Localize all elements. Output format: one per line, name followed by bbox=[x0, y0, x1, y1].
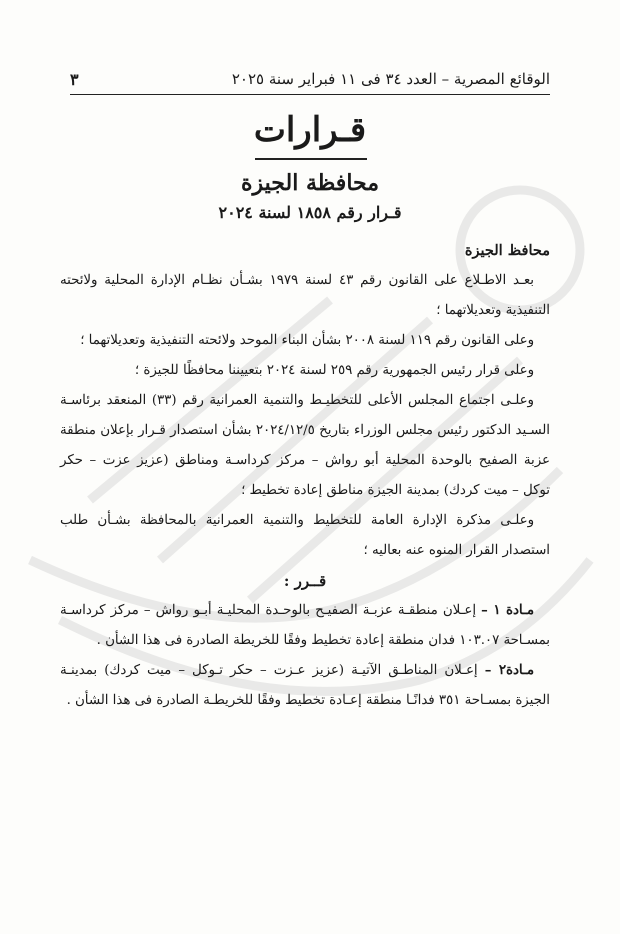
recital-1: بعـد الاطـلاع على القانون رقم ٤٣ لسنة ١٩٧٩ بشـأن نظـام الإدارة المحلية ولائحته التنفيذية وتعديلاتهما ؛ bbox=[60, 273, 550, 318]
article-1-text: إعـلان منطقـة عزبـة الصفيـح بالوحـدة المحليـة أبـو رواش – مركز كرداسـة بمسـاحة ١٠٣.٠٧ فدان منطقة إعادة تخطيط وفقًا للخريطة الصادرة فى هذا الشأن . bbox=[60, 603, 550, 648]
governorate-heading: محافظة الجيزة bbox=[240, 170, 380, 196]
title-underline bbox=[255, 158, 367, 160]
decree-number: قـرار رقم ١٨٥٨ لسنة ٢٠٢٤ bbox=[218, 203, 402, 222]
recital-4: وعلـى اجتماع المجلس الأعلى للتخطيـط والتنمية العمرانية رقم (٣٣) المنعقد برئاسـة السـيد الدكتور رئيس مجلس الوزراء بتاريخ ٢٠٢٤/١٢/٥ بشأن استصدار قـرار بإعلان منطقة عزبة الصفيح بالوحدة المحلية أبو رواش – مركز كرداسـة ومناطق (عزيز عزت – حكر توكل – ميت كردك) بمدينة الجيزة مناطق إعادة تخطيط ؛ bbox=[60, 393, 550, 498]
recital-3: وعلى قرار رئيس الجمهورية رقم ٢٥٩ لسنة ٢٠٢٤ بتعييننا محافظًا للجيزة ؛ bbox=[134, 363, 534, 378]
publication-line: الوقائع المصرية – العدد ٣٤ فى ١١ فبراير سنة ٢٠٢٥ bbox=[231, 70, 550, 88]
decides-label: قــرر : bbox=[283, 572, 327, 590]
article-1 bbox=[60, 596, 550, 656]
article-2-title: مـادة٢ – bbox=[484, 663, 535, 678]
decree-body bbox=[60, 236, 550, 716]
section-title: قـرارات bbox=[253, 110, 367, 150]
page-header bbox=[70, 64, 550, 95]
recital-2: وعلى القانون رقم ١١٩ لسنة ٢٠٠٨ بشأن البناء الموحد ولائحته التنفيذية وتعديلاتهما ؛ bbox=[80, 333, 534, 348]
article-2 bbox=[60, 656, 550, 716]
issuer-label: محافظ الجيزة bbox=[464, 242, 550, 259]
article-2-text: إعـلان المناطـق الآتيـة (عزيز عـزت – حكر تـوكل – ميت كردك) بمدينـة الجيزة بمسـاحة ٣٥١ فدانًـا منطقة إعـادة تخطيط وفقًا للخريطـة الصادرة فى هذا الشأن . bbox=[60, 663, 550, 708]
page-number: ٣ bbox=[70, 69, 79, 89]
recital-5: وعلـى مذكرة الإدارة العامة للتخطيط والتنمية العمرانية بالمحافظة بشـأن طلب استصدار القرار المنوه عنه بعاليه ؛ bbox=[60, 513, 550, 558]
article-1-title: مـادة ١ – bbox=[481, 603, 534, 618]
